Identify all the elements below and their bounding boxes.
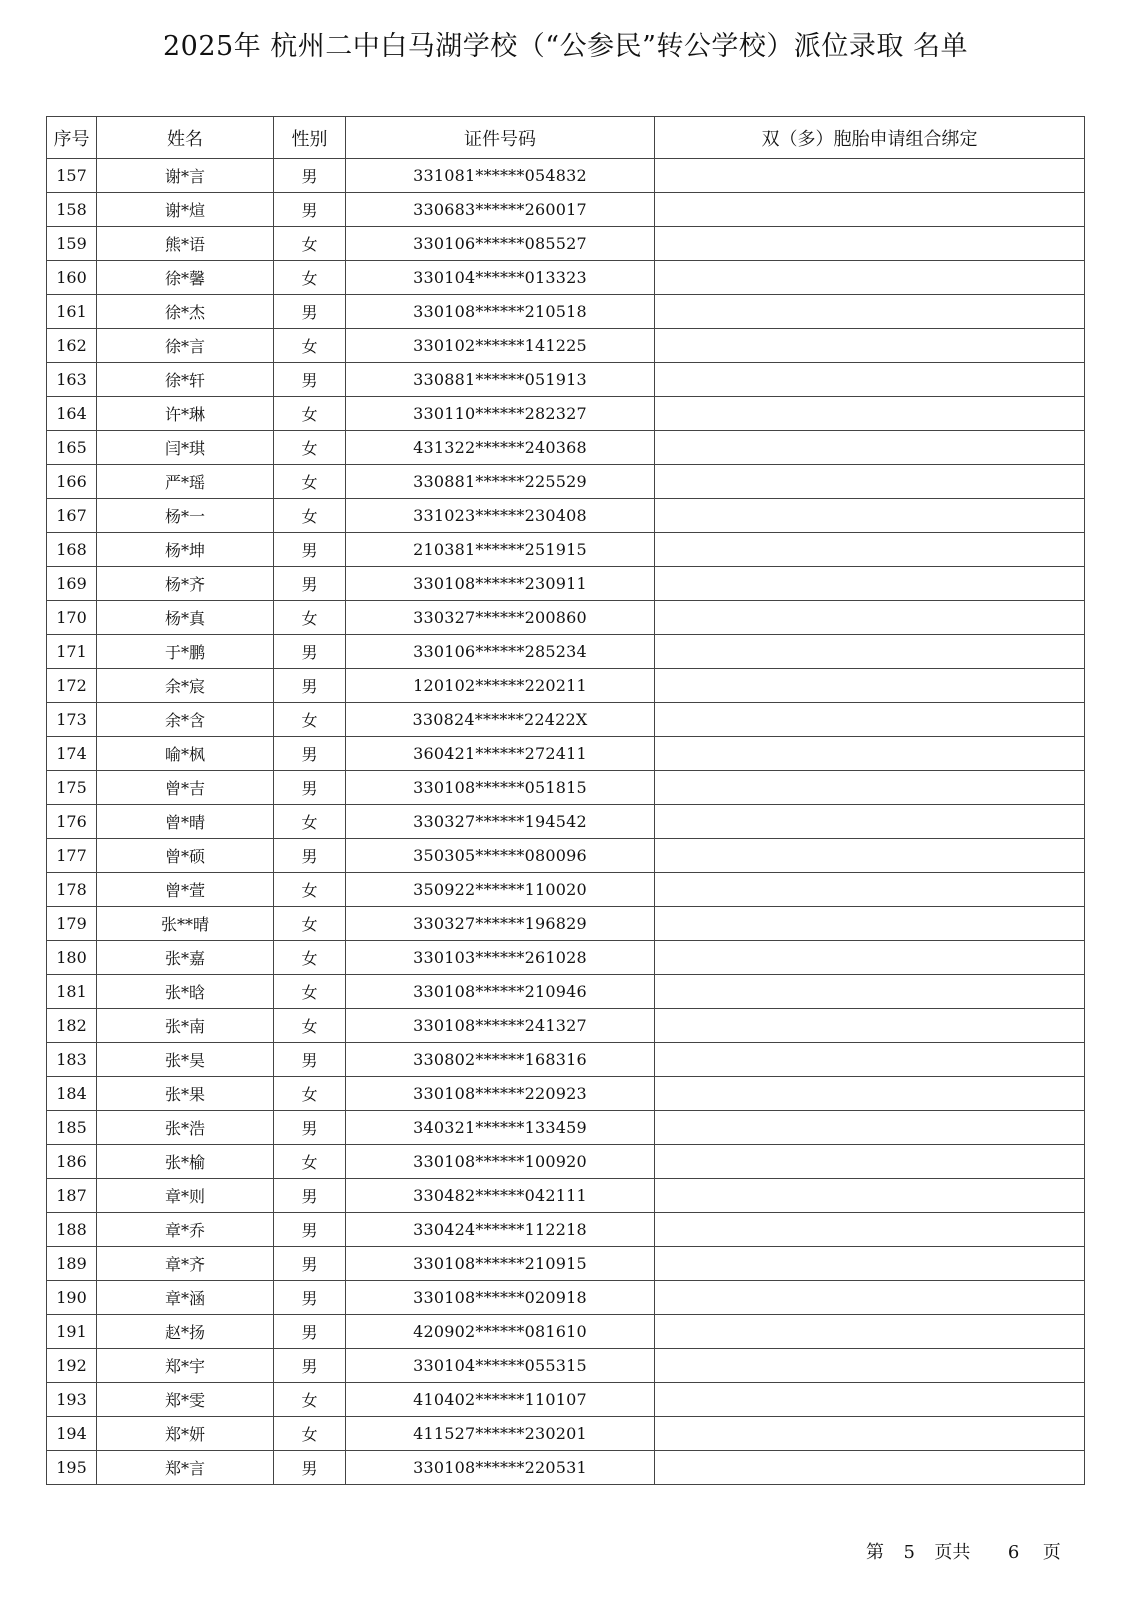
id-number: 330108******020918 bbox=[346, 1281, 655, 1315]
id-number: 331081******054832 bbox=[346, 159, 655, 193]
table-row bbox=[47, 669, 1085, 703]
student-name: 余*宸 bbox=[97, 669, 274, 703]
row-index: 157 bbox=[47, 159, 97, 193]
gender: 男 bbox=[274, 771, 346, 805]
twin-binding bbox=[655, 1179, 1085, 1213]
student-name: 章*涵 bbox=[97, 1281, 274, 1315]
twin-binding bbox=[655, 1383, 1085, 1417]
row-index: 177 bbox=[47, 839, 97, 873]
twin-binding bbox=[655, 975, 1085, 1009]
table-row bbox=[47, 431, 1085, 465]
table-row bbox=[47, 1043, 1085, 1077]
gender: 女 bbox=[274, 941, 346, 975]
row-index: 171 bbox=[47, 635, 97, 669]
gender: 男 bbox=[274, 363, 346, 397]
twin-binding bbox=[655, 1213, 1085, 1247]
student-name: 张*南 bbox=[97, 1009, 274, 1043]
gender: 女 bbox=[274, 431, 346, 465]
table-row bbox=[47, 1213, 1085, 1247]
twin-binding bbox=[655, 1009, 1085, 1043]
gender: 女 bbox=[274, 465, 346, 499]
twin-binding bbox=[655, 771, 1085, 805]
student-name: 张*昊 bbox=[97, 1043, 274, 1077]
gender: 男 bbox=[274, 839, 346, 873]
student-name: 张*嘉 bbox=[97, 941, 274, 975]
table-row bbox=[47, 1009, 1085, 1043]
col-header-gender: 性别 bbox=[274, 117, 346, 159]
twin-binding bbox=[655, 737, 1085, 771]
id-number: 420902******081610 bbox=[346, 1315, 655, 1349]
gender: 男 bbox=[274, 1315, 346, 1349]
id-number: 330108******241327 bbox=[346, 1009, 655, 1043]
row-index: 190 bbox=[47, 1281, 97, 1315]
id-number: 330327******200860 bbox=[346, 601, 655, 635]
gender: 女 bbox=[274, 1417, 346, 1451]
gender: 女 bbox=[274, 1383, 346, 1417]
table-row bbox=[47, 1247, 1085, 1281]
student-name: 徐*轩 bbox=[97, 363, 274, 397]
twin-binding bbox=[655, 227, 1085, 261]
row-index: 178 bbox=[47, 873, 97, 907]
id-number: 330108******051815 bbox=[346, 771, 655, 805]
twin-binding bbox=[655, 601, 1085, 635]
table-row bbox=[47, 703, 1085, 737]
table-row bbox=[47, 227, 1085, 261]
row-index: 176 bbox=[47, 805, 97, 839]
gender: 女 bbox=[274, 975, 346, 1009]
table-row bbox=[47, 805, 1085, 839]
table-row bbox=[47, 1451, 1085, 1485]
student-name: 郑*言 bbox=[97, 1451, 274, 1485]
twin-binding bbox=[655, 193, 1085, 227]
student-name: 徐*馨 bbox=[97, 261, 274, 295]
gender: 男 bbox=[274, 1281, 346, 1315]
gender: 女 bbox=[274, 907, 346, 941]
admission-roster-table bbox=[46, 116, 1085, 1485]
row-index: 167 bbox=[47, 499, 97, 533]
twin-binding bbox=[655, 1281, 1085, 1315]
table-row bbox=[47, 465, 1085, 499]
student-name: 张**晴 bbox=[97, 907, 274, 941]
student-name: 许*琳 bbox=[97, 397, 274, 431]
student-name: 张*浩 bbox=[97, 1111, 274, 1145]
student-name: 杨*真 bbox=[97, 601, 274, 635]
gender: 男 bbox=[274, 1043, 346, 1077]
table-row bbox=[47, 1349, 1085, 1383]
page-middle-text: 页共 bbox=[934, 1542, 971, 1563]
id-number: 330110******282327 bbox=[346, 397, 655, 431]
row-index: 184 bbox=[47, 1077, 97, 1111]
table-row bbox=[47, 601, 1085, 635]
id-number: 330327******196829 bbox=[346, 907, 655, 941]
page-footer bbox=[866, 1538, 1061, 1564]
id-number: 331023******230408 bbox=[346, 499, 655, 533]
id-number: 330327******194542 bbox=[346, 805, 655, 839]
twin-binding bbox=[655, 397, 1085, 431]
row-index: 175 bbox=[47, 771, 97, 805]
gender: 男 bbox=[274, 533, 346, 567]
row-index: 169 bbox=[47, 567, 97, 601]
gender: 女 bbox=[274, 397, 346, 431]
row-index: 174 bbox=[47, 737, 97, 771]
id-number: 330106******085527 bbox=[346, 227, 655, 261]
gender: 男 bbox=[274, 669, 346, 703]
student-name: 张*晗 bbox=[97, 975, 274, 1009]
row-index: 195 bbox=[47, 1451, 97, 1485]
table-row bbox=[47, 771, 1085, 805]
page-prefix: 第 bbox=[866, 1542, 884, 1563]
table-row bbox=[47, 499, 1085, 533]
row-index: 160 bbox=[47, 261, 97, 295]
gender: 男 bbox=[274, 635, 346, 669]
row-index: 172 bbox=[47, 669, 97, 703]
id-number: 210381******251915 bbox=[346, 533, 655, 567]
twin-binding bbox=[655, 1451, 1085, 1485]
gender: 女 bbox=[274, 261, 346, 295]
table-row bbox=[47, 907, 1085, 941]
id-number: 330104******055315 bbox=[346, 1349, 655, 1383]
id-number: 330802******168316 bbox=[346, 1043, 655, 1077]
row-index: 168 bbox=[47, 533, 97, 567]
id-number: 330108******220923 bbox=[346, 1077, 655, 1111]
row-index: 165 bbox=[47, 431, 97, 465]
id-number: 330108******100920 bbox=[346, 1145, 655, 1179]
table-row bbox=[47, 295, 1085, 329]
gender: 男 bbox=[274, 737, 346, 771]
row-index: 192 bbox=[47, 1349, 97, 1383]
twin-binding bbox=[655, 635, 1085, 669]
student-name: 赵*扬 bbox=[97, 1315, 274, 1349]
twin-binding bbox=[655, 295, 1085, 329]
table-row bbox=[47, 1281, 1085, 1315]
table-row bbox=[47, 1145, 1085, 1179]
row-index: 185 bbox=[47, 1111, 97, 1145]
student-name: 章*齐 bbox=[97, 1247, 274, 1281]
twin-binding bbox=[655, 873, 1085, 907]
student-name: 喻*枫 bbox=[97, 737, 274, 771]
student-name: 郑*宇 bbox=[97, 1349, 274, 1383]
table-row bbox=[47, 397, 1085, 431]
student-name: 杨*一 bbox=[97, 499, 274, 533]
row-index: 194 bbox=[47, 1417, 97, 1451]
student-name: 谢*煊 bbox=[97, 193, 274, 227]
twin-binding bbox=[655, 499, 1085, 533]
table-header-row bbox=[47, 117, 1085, 159]
id-number: 330104******013323 bbox=[346, 261, 655, 295]
twin-binding bbox=[655, 907, 1085, 941]
twin-binding bbox=[655, 1247, 1085, 1281]
page-title: 2025年 杭州二中白马湖学校（“公参民”转公学校）派位录取 名单 bbox=[163, 31, 968, 62]
id-number: 330106******285234 bbox=[346, 635, 655, 669]
gender: 男 bbox=[274, 1213, 346, 1247]
id-number: 330424******112218 bbox=[346, 1213, 655, 1247]
col-header-id-number: 证件号码 bbox=[346, 117, 655, 159]
gender: 女 bbox=[274, 873, 346, 907]
gender: 女 bbox=[274, 227, 346, 261]
twin-binding bbox=[655, 431, 1085, 465]
gender: 男 bbox=[274, 1179, 346, 1213]
id-number: 330881******051913 bbox=[346, 363, 655, 397]
id-number: 330102******141225 bbox=[346, 329, 655, 363]
table-row bbox=[47, 261, 1085, 295]
id-number: 360421******272411 bbox=[346, 737, 655, 771]
gender: 男 bbox=[274, 567, 346, 601]
student-name: 徐*言 bbox=[97, 329, 274, 363]
student-name: 杨*坤 bbox=[97, 533, 274, 567]
student-name: 严*瑶 bbox=[97, 465, 274, 499]
gender: 女 bbox=[274, 329, 346, 363]
row-index: 161 bbox=[47, 295, 97, 329]
col-header-index: 序号 bbox=[47, 117, 97, 159]
id-number: 350305******080096 bbox=[346, 839, 655, 873]
twin-binding bbox=[655, 669, 1085, 703]
row-index: 180 bbox=[47, 941, 97, 975]
twin-binding bbox=[655, 1349, 1085, 1383]
table-row bbox=[47, 1179, 1085, 1213]
table-body bbox=[47, 159, 1085, 1485]
gender: 男 bbox=[274, 1111, 346, 1145]
col-header-twin-binding: 双（多）胞胎申请组合绑定 bbox=[655, 117, 1085, 159]
student-name: 谢*言 bbox=[97, 159, 274, 193]
gender: 男 bbox=[274, 1349, 346, 1383]
student-name: 曾*萱 bbox=[97, 873, 274, 907]
table-row bbox=[47, 1383, 1085, 1417]
student-name: 郑*雯 bbox=[97, 1383, 274, 1417]
row-index: 162 bbox=[47, 329, 97, 363]
total-pages: 6 bbox=[1007, 1542, 1020, 1563]
table-row bbox=[47, 193, 1085, 227]
table-row bbox=[47, 567, 1085, 601]
student-name: 熊*语 bbox=[97, 227, 274, 261]
twin-binding bbox=[655, 703, 1085, 737]
id-number: 410402******110107 bbox=[346, 1383, 655, 1417]
twin-binding bbox=[655, 1145, 1085, 1179]
table-row bbox=[47, 1315, 1085, 1349]
student-name: 徐*杰 bbox=[97, 295, 274, 329]
row-index: 179 bbox=[47, 907, 97, 941]
row-index: 164 bbox=[47, 397, 97, 431]
table-row bbox=[47, 975, 1085, 1009]
gender: 男 bbox=[274, 1247, 346, 1281]
id-number: 330108******210946 bbox=[346, 975, 655, 1009]
gender: 女 bbox=[274, 703, 346, 737]
table-row bbox=[47, 329, 1085, 363]
table-row bbox=[47, 159, 1085, 193]
student-name: 闫*琪 bbox=[97, 431, 274, 465]
twin-binding bbox=[655, 1043, 1085, 1077]
row-index: 191 bbox=[47, 1315, 97, 1349]
table-row bbox=[47, 839, 1085, 873]
twin-binding bbox=[655, 805, 1085, 839]
student-name: 章*则 bbox=[97, 1179, 274, 1213]
student-name: 杨*齐 bbox=[97, 567, 274, 601]
gender: 男 bbox=[274, 159, 346, 193]
table-row bbox=[47, 533, 1085, 567]
row-index: 163 bbox=[47, 363, 97, 397]
table-row bbox=[47, 873, 1085, 907]
twin-binding bbox=[655, 1077, 1085, 1111]
twin-binding bbox=[655, 261, 1085, 295]
page-suffix: 页 bbox=[1042, 1542, 1061, 1563]
student-name: 曾*吉 bbox=[97, 771, 274, 805]
row-index: 173 bbox=[47, 703, 97, 737]
gender: 女 bbox=[274, 1009, 346, 1043]
page-number: 5 bbox=[903, 1542, 915, 1563]
twin-binding bbox=[655, 941, 1085, 975]
row-index: 187 bbox=[47, 1179, 97, 1213]
id-number: 330103******261028 bbox=[346, 941, 655, 975]
student-name: 章*乔 bbox=[97, 1213, 274, 1247]
table-row bbox=[47, 1077, 1085, 1111]
id-number: 411527******230201 bbox=[346, 1417, 655, 1451]
row-index: 158 bbox=[47, 193, 97, 227]
col-header-name: 姓名 bbox=[97, 117, 274, 159]
row-index: 166 bbox=[47, 465, 97, 499]
twin-binding bbox=[655, 329, 1085, 363]
row-index: 193 bbox=[47, 1383, 97, 1417]
table-row bbox=[47, 1111, 1085, 1145]
twin-binding bbox=[655, 567, 1085, 601]
table-row bbox=[47, 363, 1085, 397]
table-row bbox=[47, 635, 1085, 669]
id-number: 330881******225529 bbox=[346, 465, 655, 499]
twin-binding bbox=[655, 1111, 1085, 1145]
gender: 男 bbox=[274, 193, 346, 227]
row-index: 186 bbox=[47, 1145, 97, 1179]
id-number: 350922******110020 bbox=[346, 873, 655, 907]
id-number: 330108******220531 bbox=[346, 1451, 655, 1485]
twin-binding bbox=[655, 1315, 1085, 1349]
gender: 女 bbox=[274, 1077, 346, 1111]
student-name: 张*果 bbox=[97, 1077, 274, 1111]
twin-binding bbox=[655, 159, 1085, 193]
student-name: 曾*硕 bbox=[97, 839, 274, 873]
id-number: 330108******230911 bbox=[346, 567, 655, 601]
row-index: 183 bbox=[47, 1043, 97, 1077]
id-number: 431322******240368 bbox=[346, 431, 655, 465]
id-number: 330683******260017 bbox=[346, 193, 655, 227]
id-number: 340321******133459 bbox=[346, 1111, 655, 1145]
student-name: 于*鹏 bbox=[97, 635, 274, 669]
row-index: 170 bbox=[47, 601, 97, 635]
table-row bbox=[47, 737, 1085, 771]
row-index: 182 bbox=[47, 1009, 97, 1043]
id-number: 330824******22422X bbox=[346, 703, 655, 737]
id-number: 330108******210518 bbox=[346, 295, 655, 329]
student-name: 张*榆 bbox=[97, 1145, 274, 1179]
gender: 女 bbox=[274, 1145, 346, 1179]
gender: 女 bbox=[274, 601, 346, 635]
table-row bbox=[47, 941, 1085, 975]
row-index: 188 bbox=[47, 1213, 97, 1247]
row-index: 159 bbox=[47, 227, 97, 261]
gender: 女 bbox=[274, 499, 346, 533]
row-index: 181 bbox=[47, 975, 97, 1009]
student-name: 余*含 bbox=[97, 703, 274, 737]
gender: 男 bbox=[274, 1451, 346, 1485]
twin-binding bbox=[655, 1417, 1085, 1451]
student-name: 曾*晴 bbox=[97, 805, 274, 839]
twin-binding bbox=[655, 839, 1085, 873]
twin-binding bbox=[655, 363, 1085, 397]
student-name: 郑*妍 bbox=[97, 1417, 274, 1451]
table-row bbox=[47, 1417, 1085, 1451]
twin-binding bbox=[655, 533, 1085, 567]
row-index: 189 bbox=[47, 1247, 97, 1281]
twin-binding bbox=[655, 465, 1085, 499]
gender: 女 bbox=[274, 805, 346, 839]
id-number: 330108******210915 bbox=[346, 1247, 655, 1281]
gender: 男 bbox=[274, 295, 346, 329]
id-number: 120102******220211 bbox=[346, 669, 655, 703]
id-number: 330482******042111 bbox=[346, 1179, 655, 1213]
